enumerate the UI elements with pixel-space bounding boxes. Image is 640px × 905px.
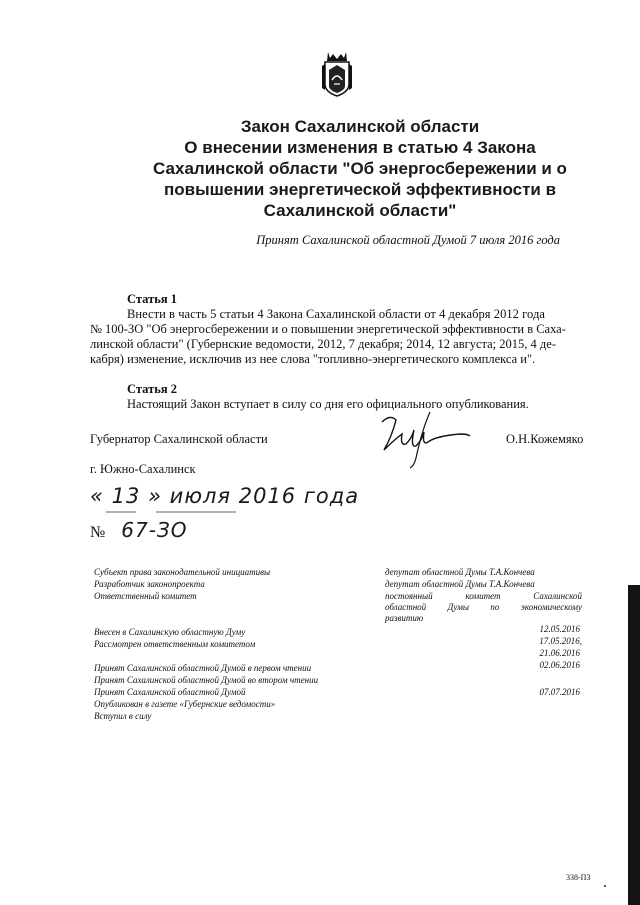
reg-label: Опубликован в газете «Губернские ведомости»: [94, 699, 276, 709]
coat-of-arms-icon: [320, 48, 354, 98]
reg-date: 02.06.2016: [539, 660, 580, 670]
reg-label: Принят Сахалинской областной Думой во втором чтении: [94, 675, 319, 685]
governor-name: О.Н.Кожемяко: [506, 432, 584, 446]
page-code: 338-ПЗ: [566, 873, 591, 882]
reg-label: Разработчик законопроекта: [94, 579, 205, 589]
reg-value: депутат областной Думы Т.А.Кончева: [385, 567, 535, 577]
article-line: № 100-ЗО "Об энергосбережении и о повышении энергетической эффективности в Саха-: [90, 322, 566, 336]
scan-speck: [604, 885, 606, 887]
reg-date: 21.06.2016: [539, 648, 580, 658]
reg-label: Рассмотрен ответственным комитетом: [94, 639, 256, 649]
reg-value-line: постоянный комитет Сахалинской: [385, 591, 582, 601]
law-number: [90, 518, 188, 542]
adoption-note: Принят Сахалинской областной Думой 7 июля 2016 года: [256, 233, 560, 247]
article-line: Настоящий Закон вступает в силу со дня его официального опубликования.: [127, 397, 529, 411]
handwritten-signature: [370, 410, 480, 470]
reg-label: Внесен в Сахалинскую областную Думу: [94, 627, 246, 637]
city: г. Южно-Сахалинск: [90, 462, 196, 476]
reg-label: Субъект права законодательной инициативы: [94, 567, 271, 577]
reg-date: 12.05.2016: [539, 624, 580, 634]
reg-date: 17.05.2016,: [539, 636, 582, 646]
handwritten-date: « 13 » июля 2016 года: [90, 484, 360, 508]
article-1-text: [90, 307, 568, 367]
reg-date: 07.07.2016: [539, 687, 580, 697]
reg-value: [385, 591, 582, 624]
reg-label: Вступил в силу: [94, 711, 152, 721]
reg-value-line: развитию: [385, 613, 424, 623]
reg-label: Принят Сахалинской областной Думой в первом чтении: [94, 663, 312, 673]
article-line: Внести в часть 5 статьи 4 Закона Сахалинской области от 4 декабря 2012 года: [127, 307, 545, 321]
reg-value: депутат областной Думы Т.А.Кончева: [385, 579, 535, 589]
reg-label: Принят Сахалинской областной Думой: [94, 687, 246, 697]
reg-label: Ответственный комитет: [94, 591, 197, 601]
article-2-heading: Статья 2: [127, 382, 177, 396]
title-line: О внесении изменения в статью 4 Закона: [184, 138, 536, 157]
title-line: Закон Сахалинской области: [240, 117, 480, 136]
article-line: линской области" (Губернские ведомости, 2012, 7 декабря; 2014, 12 августа; 2015, 4 де-: [90, 337, 556, 351]
article-1-heading: Статья 1: [127, 292, 177, 306]
title-line: повышении энергетической эффективности в: [163, 180, 557, 199]
law-title: [110, 116, 610, 221]
handwritten-number: 67-ЗО: [121, 518, 188, 542]
title-line: Сахалинской области": [263, 201, 457, 220]
title-line: Сахалинской области "Об энергосбережении и о: [153, 159, 567, 178]
scan-edge-shadow: [628, 585, 640, 905]
reg-value-line: областной Думы по экономическому: [385, 602, 582, 612]
governor-position: Губернатор Сахалинской области: [90, 432, 268, 446]
number-sign: №: [90, 524, 106, 541]
article-line: кабря) изменение, исключив из нее слова "топливно-энергетического комплекса и".: [90, 352, 536, 366]
